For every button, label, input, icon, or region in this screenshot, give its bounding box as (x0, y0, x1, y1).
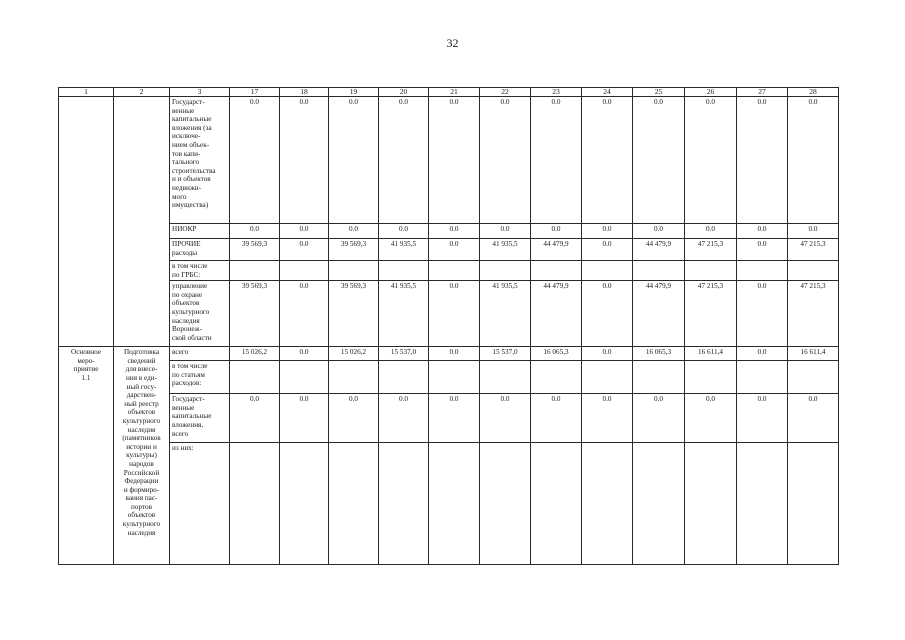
header-cell: 1 (59, 88, 114, 97)
value-cell: 15 026,2 (230, 347, 280, 361)
header-cell: 22 (480, 88, 531, 97)
value-cell: 39 569,3 (230, 239, 280, 261)
row-label: ПРОЧИЕ расходы (170, 239, 230, 261)
value-cell: 41 935,5 (480, 239, 531, 261)
value-cell: 0.0 (429, 97, 480, 224)
value-cell: 15 537,0 (379, 347, 429, 361)
value-cell: 0.0 (582, 394, 633, 443)
row-label: в том числе по ГРБС: (170, 261, 230, 281)
table-row (59, 394, 839, 443)
header-cell: 26 (685, 88, 737, 97)
value-cell: 0.0 (379, 224, 429, 239)
value-cell (329, 261, 379, 281)
value-cell: 39 569,3 (329, 239, 379, 261)
header-cell: 3 (170, 88, 230, 97)
value-cell: 47 215,3 (788, 239, 839, 261)
value-cell: 41 935,5 (379, 239, 429, 261)
value-cell (429, 261, 480, 281)
table-row (59, 347, 839, 361)
value-cell (582, 443, 633, 565)
value-cell: 0.0 (230, 394, 280, 443)
value-cell: 0.0 (737, 281, 788, 347)
value-cell: 0.0 (685, 97, 737, 224)
value-cell: 0.0 (531, 224, 582, 239)
header-row (59, 88, 839, 97)
value-cell (788, 361, 839, 394)
table-row (59, 97, 839, 224)
value-cell (633, 443, 685, 565)
header-cell: 21 (429, 88, 480, 97)
value-cell: 15 026,2 (329, 347, 379, 361)
table-row (59, 443, 839, 565)
value-cell (788, 443, 839, 565)
value-cell: 16 065,3 (531, 347, 582, 361)
value-cell: 0.0 (633, 224, 685, 239)
value-cell (429, 443, 480, 565)
header-cell: 20 (379, 88, 429, 97)
value-cell (685, 443, 737, 565)
value-cell: 0.0 (429, 281, 480, 347)
value-cell: 0.0 (582, 239, 633, 261)
value-cell: 0.0 (582, 347, 633, 361)
value-cell (737, 443, 788, 565)
event-type: Основное меро- приятие 1.1 (59, 347, 114, 565)
value-cell: 0.0 (737, 347, 788, 361)
value-cell: 0.0 (429, 224, 480, 239)
value-cell (531, 261, 582, 281)
value-cell: 0.0 (582, 281, 633, 347)
value-cell (633, 261, 685, 281)
header-cell: 25 (633, 88, 685, 97)
value-cell (633, 361, 685, 394)
value-cell: 0.0 (329, 394, 379, 443)
value-cell: 44 479,9 (633, 281, 685, 347)
value-cell (429, 361, 480, 394)
value-cell: 0.0 (788, 97, 839, 224)
value-cell: 41 935,5 (480, 281, 531, 347)
header-cell: 2 (114, 88, 170, 97)
value-cell: 16 065,3 (633, 347, 685, 361)
value-cell: 0.0 (480, 224, 531, 239)
value-cell: 0.0 (633, 97, 685, 224)
value-cell: 0.0 (480, 97, 531, 224)
value-cell (230, 261, 280, 281)
value-cell: 0.0 (230, 97, 280, 224)
value-cell (480, 261, 531, 281)
value-cell: 44 479,9 (531, 239, 582, 261)
value-cell (582, 361, 633, 394)
value-cell: 15 537,0 (480, 347, 531, 361)
event-name-cell (114, 97, 170, 347)
value-cell (685, 361, 737, 394)
value-cell: 44 479,9 (633, 239, 685, 261)
value-cell: 0.0 (280, 347, 329, 361)
value-cell: 0.0 (329, 97, 379, 224)
row-label: в том числе по статьям расходов: (170, 361, 230, 394)
value-cell: 47 215,3 (788, 281, 839, 347)
value-cell: 0.0 (379, 97, 429, 224)
header-cell: 18 (280, 88, 329, 97)
value-cell: 0.0 (531, 97, 582, 224)
value-cell: 0.0 (280, 224, 329, 239)
row-label: из них: (170, 443, 230, 565)
row-label: Государст- венные капитальные вложения (за исключе- нием объек- тов капи- тального строительства и и объектов недвижи- мого имущества) (170, 97, 230, 224)
value-cell: 0.0 (429, 347, 480, 361)
value-cell (531, 443, 582, 565)
value-cell: 0.0 (329, 224, 379, 239)
table-row (59, 361, 839, 394)
header-cell: 23 (531, 88, 582, 97)
value-cell (230, 443, 280, 565)
value-cell: 44 479,9 (531, 281, 582, 347)
value-cell (379, 361, 429, 394)
value-cell: 0.0 (685, 224, 737, 239)
value-cell: 0.0 (429, 394, 480, 443)
value-cell: 0.0 (280, 281, 329, 347)
value-cell: 0.0 (280, 239, 329, 261)
value-cell: 0.0 (788, 394, 839, 443)
value-cell: 39 569,3 (329, 281, 379, 347)
table-row (59, 261, 839, 281)
row-label: НИОКР (170, 224, 230, 239)
value-cell (280, 261, 329, 281)
value-cell (480, 361, 531, 394)
value-cell: 0.0 (531, 394, 582, 443)
header-cell: 19 (329, 88, 379, 97)
value-cell: 0.0 (633, 394, 685, 443)
header-cell: 27 (737, 88, 788, 97)
value-cell (737, 361, 788, 394)
value-cell: 0.0 (737, 239, 788, 261)
value-cell (531, 361, 582, 394)
value-cell (685, 261, 737, 281)
value-cell: 47 215,3 (685, 239, 737, 261)
budget-table (58, 87, 839, 565)
value-cell: 47 215,3 (685, 281, 737, 347)
row-label: управление по охране объектов культурного наследия Воронеж- ской области (170, 281, 230, 347)
value-cell (329, 361, 379, 394)
value-cell (480, 443, 531, 565)
table-row (59, 224, 839, 239)
value-cell: 39 569,3 (230, 281, 280, 347)
value-cell (280, 361, 329, 394)
value-cell: 16 611,4 (788, 347, 839, 361)
table-row (59, 281, 839, 347)
page-number: 32 (446, 36, 459, 50)
value-cell (379, 261, 429, 281)
value-cell: 0.0 (280, 97, 329, 224)
row-label: всего (170, 347, 230, 361)
value-cell: 41 935,5 (379, 281, 429, 347)
value-cell: 0.0 (582, 224, 633, 239)
value-cell: 0.0 (685, 394, 737, 443)
value-cell: 0.0 (582, 97, 633, 224)
value-cell: 0.0 (737, 394, 788, 443)
value-cell (329, 443, 379, 565)
value-cell (379, 443, 429, 565)
value-cell: 0.0 (280, 394, 329, 443)
value-cell (582, 261, 633, 281)
value-cell: 0.0 (737, 224, 788, 239)
value-cell (788, 261, 839, 281)
value-cell: 16 611,4 (685, 347, 737, 361)
value-cell (230, 361, 280, 394)
value-cell: 0.0 (379, 394, 429, 443)
value-cell: 0.0 (230, 224, 280, 239)
header-cell: 28 (788, 88, 839, 97)
row-label: Государст- венные капитальные вложения, всего (170, 394, 230, 443)
value-cell: 0.0 (429, 239, 480, 261)
value-cell: 0.0 (788, 224, 839, 239)
value-cell: 0.0 (480, 394, 531, 443)
event-type-cell (59, 97, 114, 347)
value-cell: 0.0 (737, 97, 788, 224)
header-cell: 24 (582, 88, 633, 97)
value-cell (280, 443, 329, 565)
header-cell: 17 (230, 88, 280, 97)
event-name: Подготовка сведений для внесе- ния в еди- ный госу- дарствен- ный реестр объектов культурного наследия (памятников истории и культуры) народов Российской Федерации и формиро- вания пас- портов объектов культурного наследия (114, 347, 170, 565)
table-row (59, 239, 839, 261)
value-cell (737, 261, 788, 281)
